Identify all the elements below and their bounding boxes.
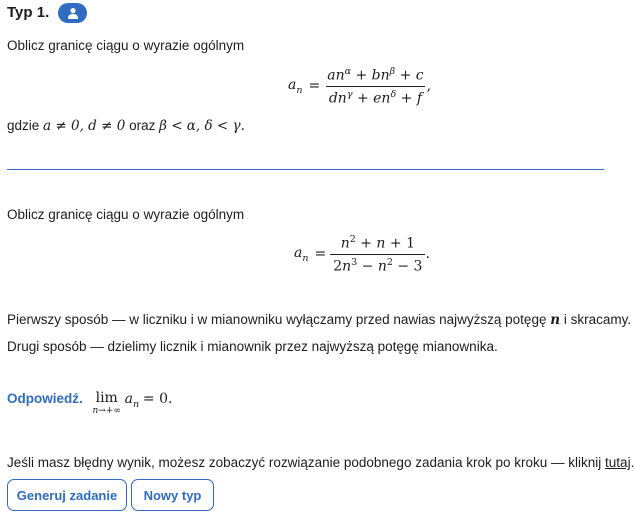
new-type-button[interactable]: Nowy typ: [131, 479, 214, 511]
condition-nonzero: a ≠ 0, d ≠ 0: [43, 118, 126, 134]
footer-text: Jeśli masz błędny wynik, możesz zobaczyć rozwiązanie podobnego zadania krok po kroku — kliknij: [7, 455, 602, 470]
footer-text-end: .: [630, 455, 634, 470]
limit-subscript: n→+∞: [92, 406, 121, 416]
task-type-title: Typ 1.: [7, 4, 50, 21]
example-formula: [294, 234, 430, 274]
task-intro-1: Oblicz granicę ciągu o wyrazie ogólnym: [7, 38, 245, 53]
answer-sequence: $a_n$: [124, 391, 140, 410]
limit-operator: [93, 391, 121, 417]
conditions-line: [7, 118, 245, 134]
method-one: [7, 312, 631, 328]
task-intro-2: Oblicz granicę ciągu o wyrazie ogólnym: [7, 207, 245, 222]
example-eq: =: [314, 246, 327, 263]
example-denominator: $2n^3 - n^2 - 3$: [330, 254, 425, 275]
condition-order: β < α, δ < γ.: [159, 118, 245, 134]
where-mid: oraz: [129, 118, 156, 133]
example-fraction: [330, 234, 425, 274]
general-formula: [288, 66, 431, 106]
answer-label: Odpowiedź.: [7, 391, 83, 406]
where-prefix: gdzie: [7, 118, 40, 133]
method-one-end: i skracamy.: [563, 312, 632, 327]
solution-link[interactable]: tutaj: [605, 455, 631, 470]
formula-denominator: $dn^\gamma + en^\delta + f$: [326, 86, 425, 107]
formula-fraction: [324, 66, 426, 106]
user-icon: [67, 7, 79, 19]
method-one-text: Pierwszy sposób — w liczniku i w mianowniku wyłączamy przed nawias najwyższą potęgę: [7, 312, 547, 327]
answer-line: [7, 391, 172, 417]
formula-numerator: $an^\alpha + bn^\beta + c$: [327, 66, 424, 84]
example-numerator: $n^2 + n + 1$: [340, 234, 415, 252]
section-divider: [7, 169, 604, 170]
answer-value: = 0.: [142, 391, 173, 407]
user-badge[interactable]: [58, 3, 87, 23]
method-one-var: n: [550, 312, 561, 328]
generate-task-button[interactable]: Generuj zadanie: [7, 479, 127, 511]
formula-lhs: $a_n$: [288, 76, 303, 96]
method-two: Drugi sposób — dzielimy licznik i mianownik przez najwyższą potęgę mianownika.: [7, 339, 498, 354]
limit-symbol: lim: [95, 390, 118, 406]
footer-hint: [7, 455, 634, 470]
formula-eq: =: [308, 78, 321, 95]
formula-trail: ,: [426, 78, 432, 95]
example-trail: .: [425, 246, 430, 263]
example-lhs: $a_n$: [294, 244, 309, 264]
